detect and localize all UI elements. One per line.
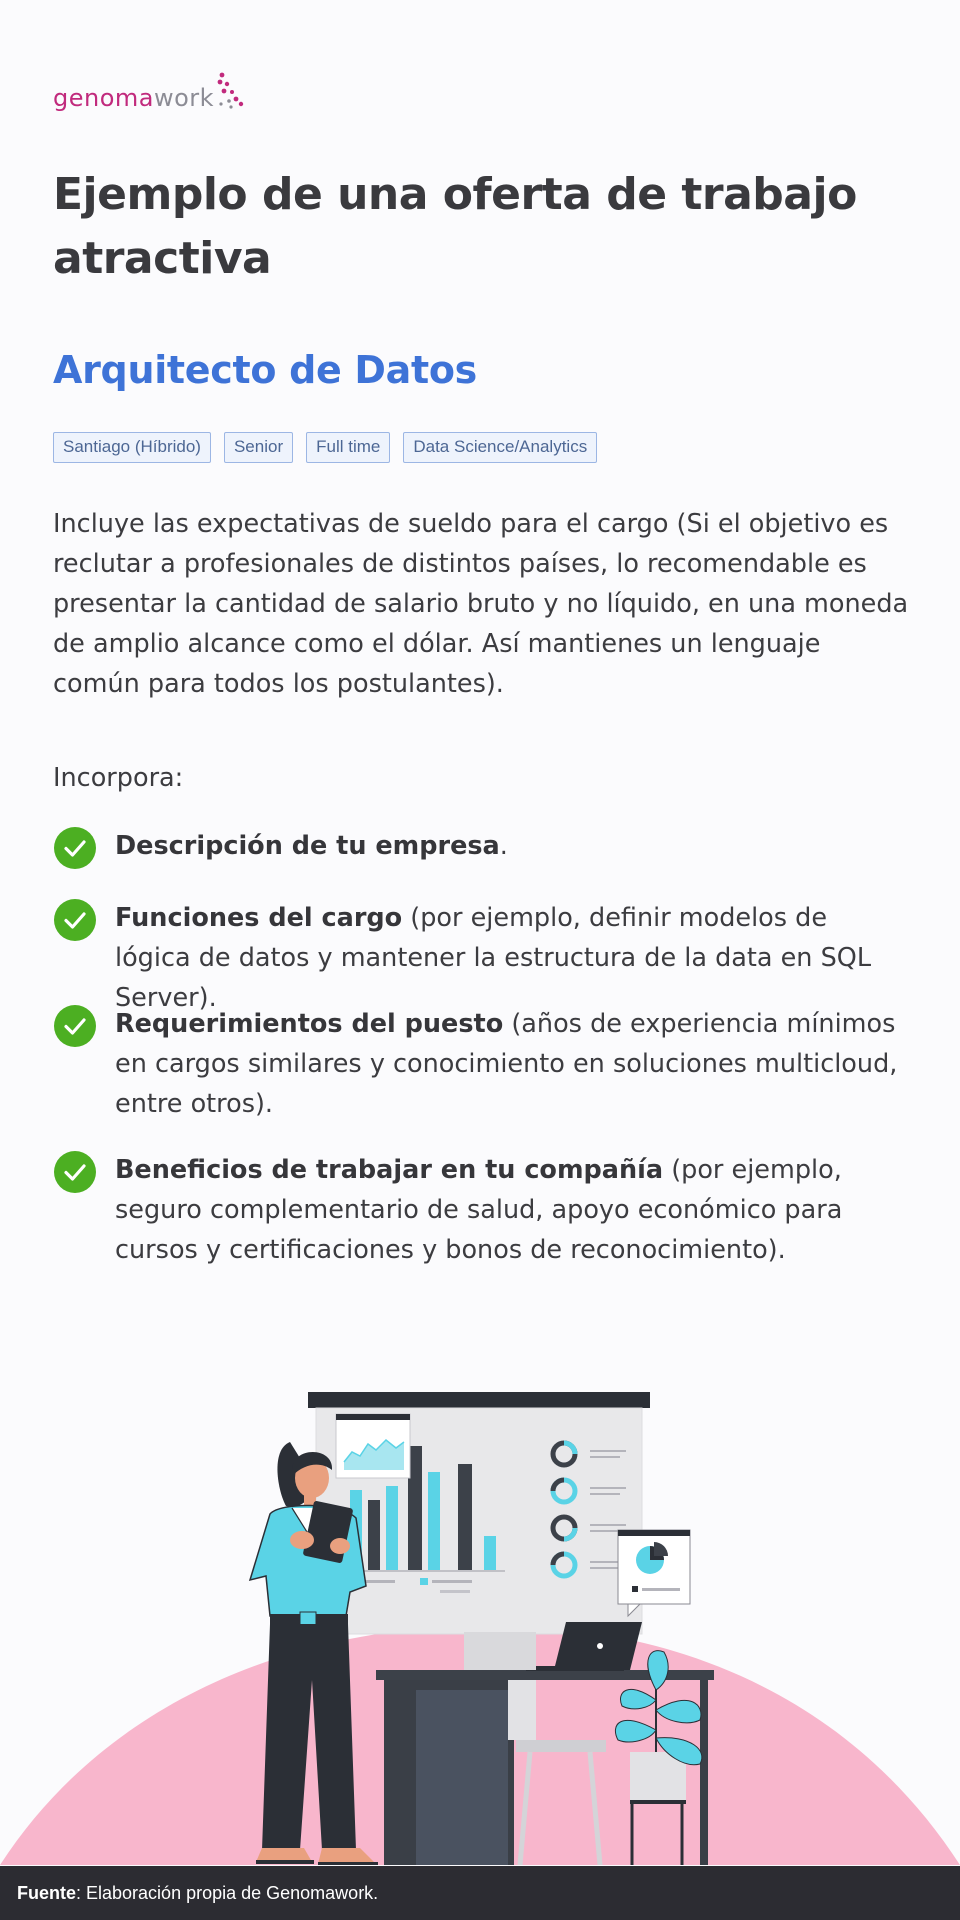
tag-seniority: Senior [224,432,293,463]
tag-area: Data Science/Analytics [403,432,597,463]
checklist-text [115,826,905,870]
page-title: Ejemplo de una oferta de trabajo atractiva [53,169,857,284]
brand-logo [53,70,246,112]
brand-name-part1: genoma [53,84,154,112]
checklist-bold: Funciones del cargo [115,903,403,933]
board-card [336,1414,410,1478]
whiteboard [308,1392,650,1634]
incorpora-label: Incorpora: [53,763,184,793]
checklist-bold: Descripción de tu empresa [115,831,500,861]
tag-schedule: Full time [306,432,390,463]
footer-label: Fuente [17,1883,77,1903]
job-tags [53,432,597,463]
checklist-item [53,826,905,870]
checklist-item [53,1150,905,1270]
checklist-rest: (por ejemplo, definir modelos de lógica de datos y mantener la estructura de la data en SQL Server). [115,903,872,1013]
checklist-item [53,1004,905,1124]
checklist-rest: . [499,831,508,861]
job-title: Arquitecto de Datos [53,348,477,392]
checklist-rest: (años de experiencia mínimos en cargos similares y conocimiento en soluciones multicloud, entre otros). [115,1009,898,1119]
tag-location: Santiago (Híbrido) [53,432,211,463]
check-circle-icon [53,826,97,870]
salary-paragraph: Incluye las expectativas de sueldo para el cargo (Si el objetivo es reclutar a profesionales de distintos países, lo recomendable es presentar la cantidad de salario bruto y no líquido, en una moneda de amplio alcance como el dólar. Así mantienes un lenguaje común para todos los postulantes). [53,509,909,699]
check-circle-icon [53,1004,97,1048]
checklist-bold: Beneficios de trabajar en tu compañía [115,1155,664,1185]
checklist-rest: (por ejemplo, seguro complementario de salud, apoyo económico para cursos y certificaciones y bonos de reconocimiento). [115,1155,843,1265]
brand-name-part2: work [153,84,215,112]
check-circle-icon [53,1150,97,1194]
checklist-text [115,1004,905,1124]
check-circle-icon [53,898,97,942]
office-illustration [0,1380,960,1865]
checklist-text [115,1150,905,1270]
source-footer [0,1866,960,1920]
checklist-item [53,898,905,1018]
checklist-text [115,898,905,1018]
footer-text: : Elaboración propia de Genomawork. [76,1883,379,1903]
pie-card [618,1530,690,1616]
dots-logo-icon [216,70,246,110]
checklist-bold: Requerimientos del puesto [115,1009,504,1039]
